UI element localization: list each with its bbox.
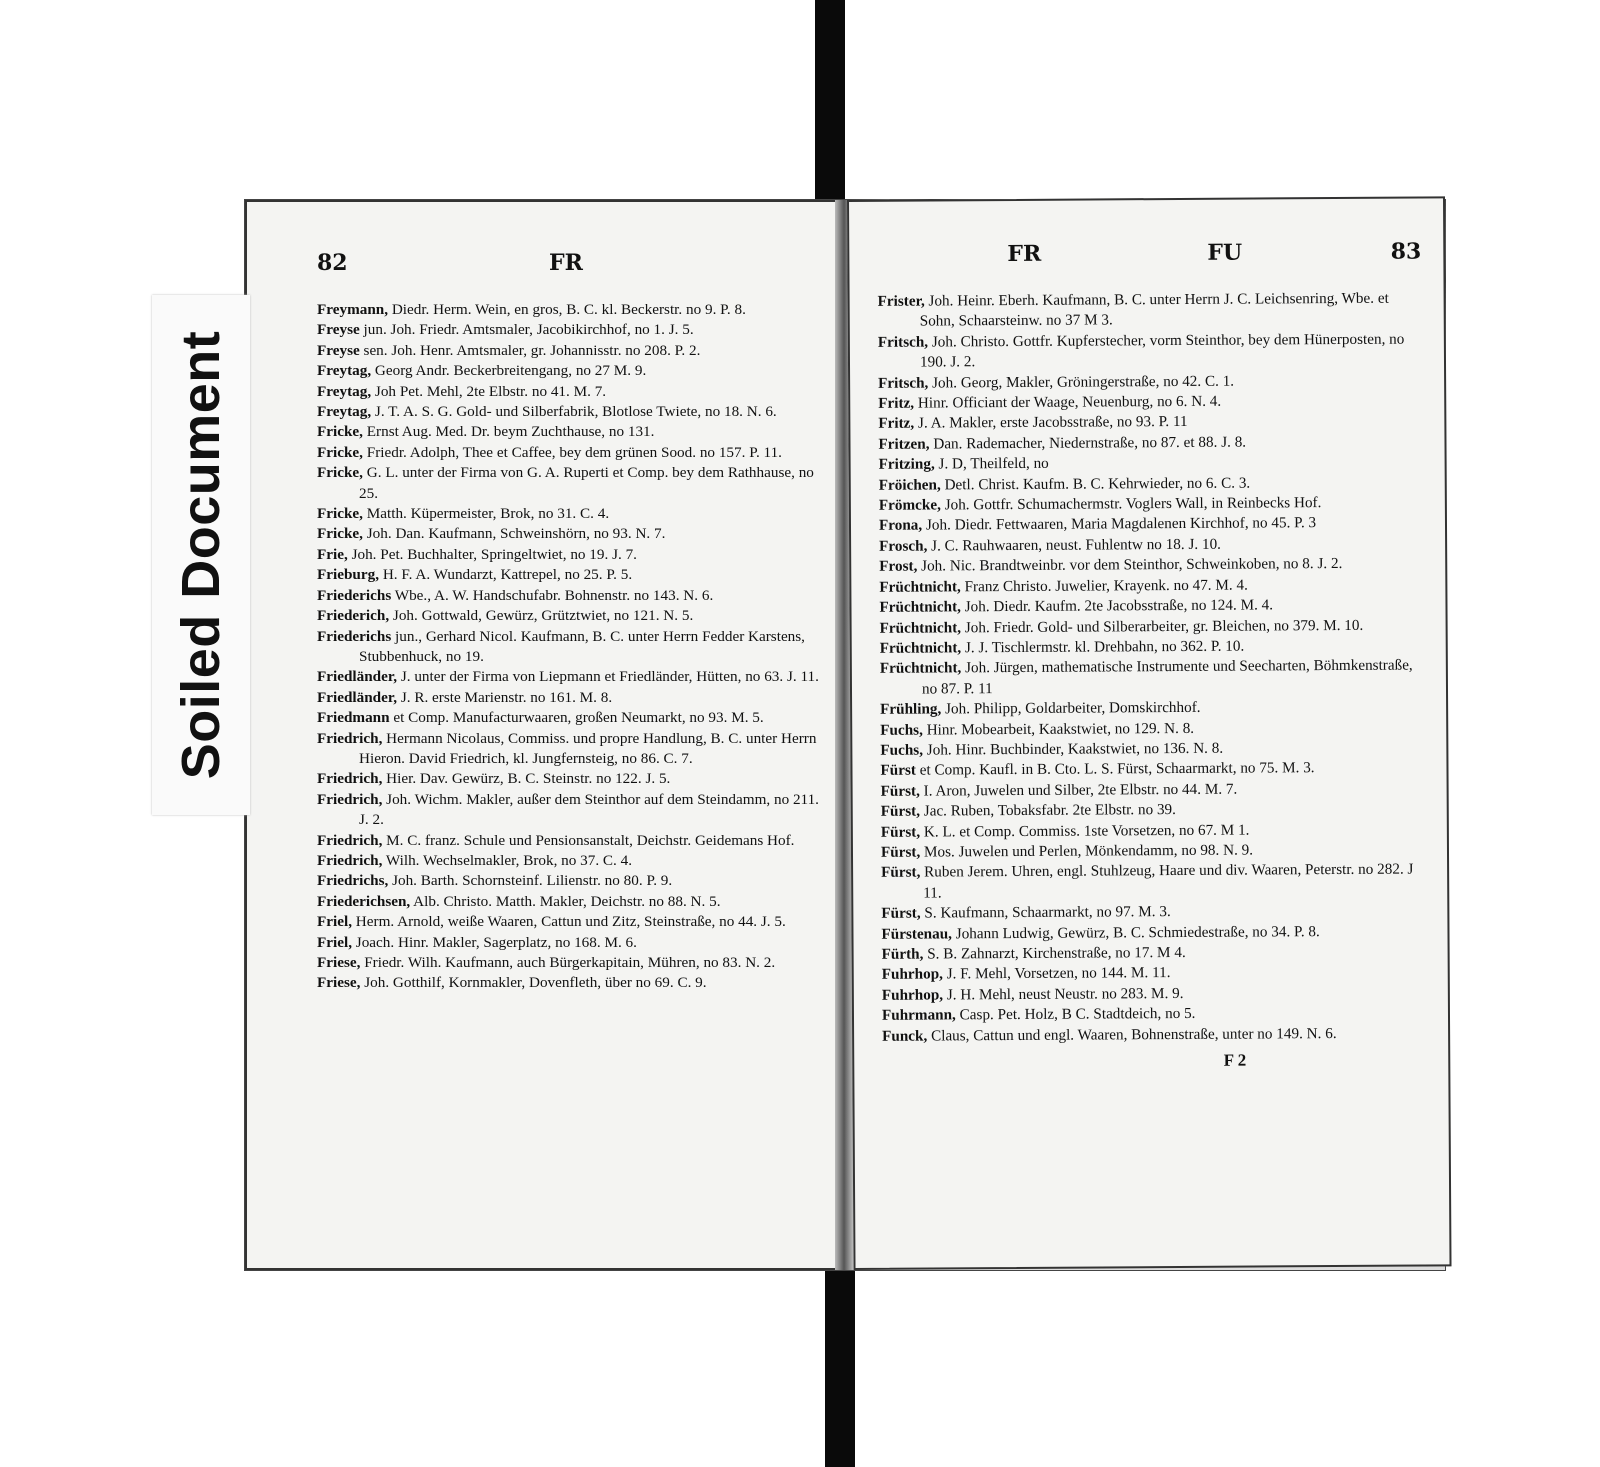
running-head-right-fu: FU	[1207, 239, 1243, 266]
entry-surname: Fürth,	[881, 945, 924, 963]
running-head-right-fr: FR	[1007, 240, 1042, 268]
entry-details: G. L. unter der Firma von G. A. Ruperti et Comp. bey dem Rathhause, no 25.	[359, 464, 814, 502]
entry-details: Joh. Diedr. Fettwaaren, Maria Magdalenen Kirchhof, no 45. P. 3	[922, 514, 1317, 535]
directory-entry	[317, 422, 823, 442]
entry-surname: Fürst,	[880, 782, 920, 800]
directory-entry	[880, 615, 1424, 639]
entry-details: J. F. Mehl, Vorsetzen, no 144. M. 11.	[942, 964, 1171, 983]
directory-entry	[317, 463, 823, 504]
entry-details: J. T. A. S. G. Gold- und Silberfabrik, Blotlose Twiete, no 18. N. 6.	[371, 403, 777, 421]
entry-surname: Fuchs,	[880, 721, 923, 739]
entry-surname: Fritzing,	[878, 455, 935, 474]
directory-entry	[317, 341, 823, 361]
entry-details: Joh. Gotthilf, Kornmakler, Dovenfleth, über no 69. C. 9.	[360, 974, 707, 992]
entry-surname: Friedrich,	[317, 831, 383, 849]
entry-surname: Fürstenau,	[881, 924, 953, 943]
entry-details: Friedr. Wilh. Kaufmann, auch Bürgerkapitain, Mühren, no 83. N. 2.	[360, 954, 776, 971]
directory-entry	[317, 586, 823, 606]
entry-details: Wilh. Wechselmakler, Brok, no 37. C. 4.	[382, 851, 633, 869]
directory-entry	[317, 729, 823, 770]
directory-entry	[317, 933, 823, 953]
entry-surname: Friedmann	[317, 709, 390, 727]
directory-entry	[317, 769, 823, 789]
entry-details: Joh Pet. Mehl, 2te Elbstr. no 41. M. 7.	[371, 382, 607, 400]
entry-details: Joh. Friedr. Gold- und Silberarbeiter, gr. Bleichen, no 379. M. 10.	[960, 616, 1364, 636]
entry-details: J. R. erste Marienstr. no 161. M. 8.	[397, 688, 613, 706]
entry-surname: Friederichsen,	[317, 892, 411, 910]
entry-details: Matth. Küpermeister, Brok, no 31. C. 4.	[362, 505, 610, 523]
entry-surname: Frömcke,	[878, 496, 941, 514]
soiled-document-label: Soiled Document	[171, 330, 231, 780]
entry-surname: Früchtnicht,	[879, 659, 962, 678]
entry-surname: Fürst,	[880, 823, 921, 841]
entry-details: Hinr. Officiant der Waage, Neuenburg, no 6. N. 4.	[914, 392, 1222, 412]
directory-entry	[317, 300, 823, 320]
entry-details: Joh. Philipp, Goldarbeiter, Domskirchhof.	[941, 698, 1201, 718]
entry-details: S. Kaufmann, Schaarmarkt, no 97. M. 3.	[920, 903, 1171, 922]
entry-surname: Freytag,	[317, 362, 372, 380]
entry-details: Georg Andr. Beckerbreitengang, no 27 M. 9.	[371, 362, 647, 380]
left-page	[245, 200, 843, 1270]
entry-surname: Fuhrhop,	[881, 986, 944, 1004]
entry-surname: Friederich,	[317, 607, 390, 625]
page-number-left: 82	[317, 250, 348, 276]
entry-surname: Friese,	[317, 974, 361, 992]
entry-surname: Fuhrhop,	[881, 965, 943, 984]
entry-surname: Fricke,	[317, 443, 363, 461]
entry-details: Franz Christo. Juwelier, Krayenk. no 47. M. 4.	[960, 576, 1248, 595]
entry-surname: Fritzen,	[878, 435, 930, 453]
entry-details: Alb. Christo. Matth. Makler, Deichstr. no 88. N. 5.	[410, 892, 721, 910]
entry-surname: Freyse	[317, 341, 360, 359]
entry-details: Friedr. Adolph, Thee et Caffee, bey dem grünen Sood. no 157. P. 11.	[362, 443, 782, 461]
entry-surname: Fritsch,	[877, 333, 929, 351]
entry-surname: Frosch,	[879, 537, 928, 555]
entry-details: Johann Ludwig, Gewürz, B. C. Schmiedestraße, no 34. P. 8.	[951, 922, 1320, 942]
directory-entry	[317, 892, 823, 912]
entry-details: Claus, Cattun und engl. Waaren, Bohnenstraße, unter no 149. N. 6.	[927, 1024, 1337, 1045]
entry-surname: Frie,	[317, 545, 348, 563]
entry-surname: Friederichs	[317, 586, 392, 604]
entry-surname: Frost,	[879, 557, 918, 576]
entry-surname: Friel,	[317, 933, 352, 951]
entry-surname: Funck,	[882, 1027, 928, 1045]
directory-entry	[317, 320, 823, 340]
entry-details: Mos. Juwelen und Perlen, Mönkendamm, no 98. N. 9.	[920, 841, 1254, 861]
directory-entry	[317, 606, 823, 626]
entry-surname: Frona,	[878, 517, 923, 535]
entry-details: et Comp. Kaufl. in B. Cto. L. S. Fürst, Schaarmarkt, no 75. M. 3.	[915, 759, 1315, 779]
entry-details: Herm. Arnold, weiße Waaren, Cattun und Zitz, Steinstraße, no 44. J. 5.	[352, 913, 786, 931]
entry-surname: Früchtnicht,	[879, 598, 961, 616]
directory-entry	[317, 504, 823, 524]
entry-details: Joh. Georg, Makler, Gröningerstraße, no 42. C. 1.	[928, 372, 1235, 392]
entry-details: Jac. Ruben, Tobaksfabr. 2te Elbstr. no 39.	[919, 801, 1176, 820]
entry-surname: Freyse	[317, 321, 360, 339]
directory-entry	[317, 790, 823, 831]
entry-surname: Frieburg,	[317, 566, 380, 584]
entry-surname: Frühling,	[880, 700, 942, 718]
directory-entry	[317, 851, 823, 871]
entry-details: Hinr. Mobearbeit, Kaakstwiet, no 129. N. 8.	[922, 719, 1195, 739]
entry-details: J. H. Mehl, neust Neustr. no 283. M. 9.	[943, 984, 1184, 1004]
directory-entry	[317, 361, 823, 381]
running-head-left: FR	[549, 250, 583, 276]
entry-surname: Freytag,	[317, 403, 372, 421]
entry-details: Wbe., A. W. Handschufabr. Bohnenstr. no 143. N. 6.	[391, 586, 714, 604]
entry-surname: Früchtnicht,	[879, 639, 962, 657]
entry-details: jun., Gerhard Nicol. Kaufmann, B. C. unter Herrn Fedder Karstens, Stubbenhuck, no 19.	[359, 627, 805, 665]
directory-entry	[317, 688, 823, 708]
directory-entry	[317, 708, 823, 728]
page-number-right: 83	[1390, 238, 1422, 265]
entry-surname: Friedrichs,	[317, 872, 389, 890]
directory-entry	[317, 667, 823, 687]
entry-surname: Fürst,	[881, 863, 921, 882]
entry-surname: Fröichen,	[878, 476, 941, 494]
left-entry-list	[317, 300, 823, 994]
soiled-document-badge	[152, 295, 250, 815]
entry-surname: Friedländer,	[317, 668, 398, 686]
entry-details: Joh. Diedr. Kaufm. 2te Jacobsstraße, no 124. M. 4.	[960, 596, 1274, 616]
entry-details: Joh. Christo. Gottfr. Kupferstecher, vorm Steinthor, bey dem Hünerposten, no 190. J. 2.	[919, 330, 1405, 371]
entry-surname: Friedrich,	[317, 851, 383, 869]
entry-details: M. C. franz. Schule und Pensionsanstalt, Deichstr. Geidemans Hof.	[382, 831, 795, 849]
entry-details: Joh. Gottfr. Schumachermstr. Voglers Wall, in Reinbecks Hof.	[940, 494, 1322, 514]
entry-surname: Friese,	[317, 954, 361, 971]
left-page-header	[317, 250, 823, 300]
entry-surname: Früchtnicht,	[879, 618, 962, 637]
directory-entry	[317, 382, 823, 402]
directory-entry	[878, 288, 1422, 332]
directory-entry	[317, 443, 823, 463]
directory-entry	[880, 656, 1424, 700]
entry-surname: Fritz,	[878, 394, 915, 412]
directory-entry	[882, 1023, 1426, 1047]
entry-details: Joh. Dan. Kaufmann, Schweinshörn, no 93. N. 7.	[362, 525, 666, 543]
entry-details: J. J. Tischlermstr. kl. Drehbahn, no 362. P. 10.	[961, 637, 1245, 657]
directory-entry	[317, 524, 823, 544]
entry-details: K. L. et Comp. Commiss. 1ste Vorsetzen, no 67. M 1.	[920, 821, 1250, 841]
entry-details: Joh. Heinr. Eberh. Kaufmann, B. C. unter Herrn J. C. Leichsenring, Wbe. et Sohn, Schaarsteinw. no 37 M 3.	[919, 289, 1389, 330]
entry-details: Ruben Jerem. Uhren, engl. Stuhlzeug, Haare und div. Waaren, Peterstr. no 282. J 11.	[920, 860, 1414, 902]
open-book	[245, 200, 1445, 1270]
entry-surname: Fricke,	[317, 464, 363, 482]
directory-entry	[317, 831, 823, 851]
directory-entry	[879, 554, 1423, 578]
entry-details: Joach. Hinr. Makler, Sagerplatz, no 168. M. 6.	[352, 933, 637, 951]
entry-details: Diedr. Herm. Wein, en gros, B. C. kl. Beckerstr. no 9. P. 8.	[388, 301, 746, 318]
binding-strip-top	[815, 0, 845, 205]
entry-details: Joh. Wichm. Makler, außer dem Steinthor auf dem Steindamm, no 211. J. 2.	[359, 790, 819, 829]
entry-details: Joh. Jürgen, mathematische Instrumente und Seecharten, Böhmkenstraße, no 87. P. 11	[921, 656, 1413, 698]
entry-surname: Fricke,	[317, 423, 363, 441]
entry-surname: Fuchs,	[880, 741, 924, 759]
entry-details: H. F. A. Wundarzt, Kattrepel, no 25. P. 5.	[379, 566, 633, 584]
right-entry-list	[878, 288, 1427, 1046]
directory-entry	[878, 329, 1422, 373]
entry-details: Hier. Dav. Gewürz, B. C. Steinstr. no 122. J. 5.	[382, 770, 671, 788]
entry-details: Detl. Christ. Kaufm. B. C. Kehrwieder, no 6. C. 3.	[940, 474, 1251, 494]
directory-entry	[317, 871, 823, 891]
entry-details: J. C. Rauhwaaren, neust. Fuhlentw no 18. J. 10.	[927, 535, 1222, 555]
directory-entry	[317, 402, 823, 422]
entry-details: J. unter der Firma von Liepmann et Friedländer, Hütten, no 63. J. 11.	[397, 668, 819, 686]
entry-surname: Friedrich,	[317, 729, 383, 747]
entry-details: J. D, Theilfeld, no	[934, 455, 1049, 473]
directory-entry	[317, 912, 823, 932]
directory-entry	[317, 627, 823, 668]
entry-surname: Fuhrmann,	[881, 1006, 956, 1025]
catchword: F 2	[1223, 1050, 1247, 1070]
entry-surname: Friedrich,	[317, 770, 383, 788]
entry-details: sen. Joh. Henr. Amtsmaler, gr. Johannisstr. no 208. P. 2.	[359, 341, 701, 359]
binding-strip-bottom	[825, 1265, 855, 1467]
entry-surname: Fürst,	[880, 802, 921, 820]
entry-surname: Fricke,	[317, 525, 363, 543]
entry-details: et Comp. Manufacturwaaren, großen Neumarkt, no 93. M. 5.	[389, 709, 764, 727]
entry-surname: Fürst,	[881, 904, 921, 922]
entry-surname: Friedländer,	[317, 688, 398, 706]
directory-entry	[317, 973, 823, 993]
entry-details: S. B. Zahnarzt, Kirchenstraße, no 17. M 4.	[923, 943, 1186, 963]
right-page-header	[877, 238, 1421, 291]
entry-details: Ernst Aug. Med. Dr. beym Zuchthause, no 131.	[362, 423, 655, 441]
entry-surname: Fürst,	[880, 843, 921, 861]
directory-entry	[317, 545, 823, 565]
entry-details: Joh. Barth. Schornsteinf. Lilienstr. no 80. P. 9.	[388, 872, 673, 890]
entry-details: Joh. Nic. Brandtweinbr. vor dem Steinthor, Schweinkoben, no 8. J. 2.	[917, 555, 1343, 575]
entry-surname: Freytag,	[317, 382, 372, 400]
entry-surname: Fricke,	[317, 505, 363, 523]
entry-details: Casp. Pet. Holz, B C. Stadtdeich, no 5.	[955, 1005, 1196, 1024]
entry-details: Joh. Pet. Buchhalter, Springeltwiet, no 19. J. 7.	[347, 545, 637, 563]
entry-surname: Friedrich,	[317, 790, 383, 808]
entry-details: Hermann Nicolaus, Commiss. und propre Handlung, B. C. unter Herrn Hieron. David Friedrich, kl. Jungfernsteig, no 86. C. 7.	[359, 729, 817, 767]
entry-details: Dan. Rademacher, Niedernstraße, no 87. et 88. J. 8.	[929, 433, 1247, 453]
directory-entry	[317, 565, 823, 585]
entry-surname: Früchtnicht,	[879, 577, 961, 596]
entry-details: jun. Joh. Friedr. Amtsmaler, Jacobikirchhof, no 1. J. 5.	[359, 321, 694, 339]
entry-surname: Frister,	[877, 292, 925, 310]
entry-details: Joh. Gottwald, Gewürz, Grütztwiet, no 121. N. 5.	[389, 607, 694, 625]
entry-details: J. A. Makler, erste Jacobsstraße, no 93. P. 11	[914, 413, 1188, 433]
entry-details: Joh. Hinr. Buchbinder, Kaakstwiet, no 136. N. 8.	[922, 739, 1224, 759]
entry-surname: Fritz,	[878, 415, 915, 433]
entry-surname: Freymann,	[317, 301, 389, 318]
entry-details: I. Aron, Juwelen und Silber, 2te Elbstr. no 44. M. 7.	[919, 780, 1238, 800]
entry-surname: Friederichs	[317, 627, 392, 645]
entry-surname: Fürst	[880, 761, 916, 780]
right-page	[847, 196, 1452, 1270]
directory-entry	[317, 953, 823, 973]
entry-surname: Fritsch,	[878, 374, 929, 392]
entry-surname: Friel,	[317, 913, 352, 931]
directory-entry	[881, 860, 1425, 904]
